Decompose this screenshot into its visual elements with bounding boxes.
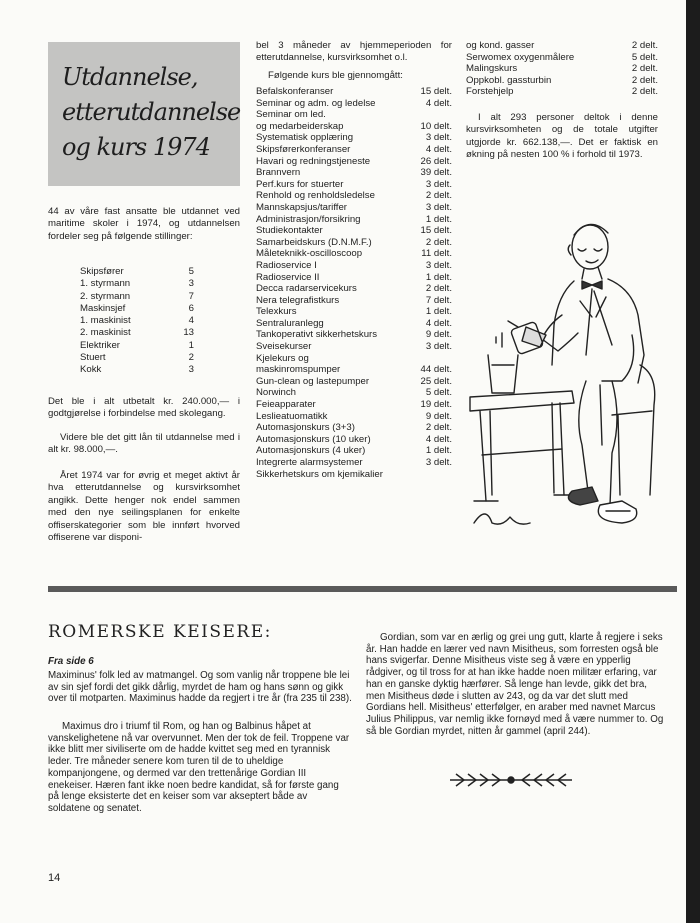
paragraph-loan: Videre ble det gitt lån til utdannelse med i alt kr. 98.000,—. (48, 432, 240, 456)
course-row (256, 190, 452, 202)
staff-row (80, 364, 194, 376)
course-count: 2 delt. (631, 74, 658, 86)
intro-paragraph: 44 av våre fast ansatte ble utdannet ved maritime skoler i 1974, og utdannelsen fordeler seg på følgende stillinger: (48, 206, 240, 242)
course-count: 2 delt. (631, 86, 658, 98)
cartoon-illustration (462, 205, 672, 535)
romerske-paragraph-2: Maximus dro i triumf til Rom, og han og Balbinus håpet at vanskelighetene nå var overvunnet. Men der tok de feil. Troppene var ikke blitt mer siviliserte om de hadde kvittet seg med en tyrannisk leder. Tre måneder senere kom turen til de to uheldige kompanjongene, og dermed var den trettenårige Gordian III enekeiser. Hæren fant ikke noen bedre kandidat, så for første gang på lenge eksisterte det en keiser som var akseptert både av soldatene og senatet. (48, 721, 350, 814)
course-name: Brannvern (256, 167, 301, 179)
course-count: 1 delt. (425, 445, 452, 457)
course-name: Sikkerhetskurs om kjemikalier (256, 468, 383, 480)
course-count: 4 delt. (425, 317, 452, 329)
course-name: Forstehjelp (466, 86, 514, 98)
course-name: Mannskapsjus/tariffer (256, 201, 348, 213)
course-row (256, 214, 452, 226)
course-name: Tankoperativt sikkerhetskurs (256, 329, 378, 341)
staff-count: 5 (188, 266, 194, 277)
staff-row (80, 278, 194, 290)
staff-count: 2 (188, 352, 194, 364)
course-count: 11 delt. (421, 248, 452, 260)
course-count: 2 delt. (631, 40, 658, 51)
course-row (256, 434, 452, 446)
course-row (256, 260, 452, 272)
course-name: Kjelekurs og (256, 352, 309, 364)
course-name: Integrerte alarmsystemer (256, 457, 363, 468)
staff-count: 4 (188, 315, 194, 327)
course-name: Serwomex oxygenmålere (466, 51, 575, 63)
course-count: 1 delt. (425, 306, 452, 318)
course-row (256, 167, 452, 179)
paragraph-year: Året 1974 var for øvrig et meget aktivt år hva etterutdannelse og kursvirksomhet angikk. Dette henger nok endel sammen med den nye seilingsplanen for enkelte offiserskategorier som ble innført hvorved offiserene var disponi- (48, 470, 240, 544)
course-name: Radioservice II (256, 271, 320, 283)
staff-row (80, 291, 194, 303)
course-name: Studiekontakter (256, 225, 323, 237)
course-name: og kond. gasser (466, 40, 535, 51)
course-row (256, 387, 452, 399)
course-count: 2 delt. (425, 190, 452, 202)
course-row (256, 179, 452, 191)
course-row (466, 52, 658, 64)
course-name: Skipsførerkonferanser (256, 143, 351, 155)
summary-paragraph: I alt 293 personer deltok i denne kursvirksomheten og de totale utgifter utgjorde kr. 662.138,—. Det er faktisk en økning på nesten 100 % i forhold til 1973. (466, 112, 658, 161)
course-name: Radioservice I (256, 259, 317, 271)
staff-name: Kokk (80, 364, 102, 376)
course-count: 4 delt. (425, 433, 452, 445)
course-count: 25 delt. (420, 375, 452, 387)
course-list-continued (466, 40, 658, 98)
course-name: Sentraluranlegg (256, 317, 324, 329)
course-row (256, 364, 452, 376)
staff-name: 1. styrmann (80, 278, 131, 290)
col2-continued-paragraph: bel 3 måneder av hjemmeperioden for etterutdannelse, kursvirksomhet o.l. (256, 40, 452, 64)
staff-count: 6 (188, 302, 194, 314)
course-count: 15 delt. (420, 86, 452, 97)
course-row (466, 75, 658, 87)
article-title: Utdannelse, etterutdannelse og kurs 1974 (62, 63, 241, 161)
course-name: Perf.kurs for stuerter (256, 178, 344, 190)
course-name: Automasjonskurs (3+3) (256, 422, 355, 434)
staff-count: 7 (188, 290, 194, 302)
staff-row (80, 327, 194, 339)
course-count: 3 delt. (425, 259, 452, 271)
staff-list (80, 266, 194, 377)
course-count: 39 delt. (420, 167, 452, 179)
staff-row (80, 266, 194, 278)
course-name: Malingskurs (466, 63, 518, 75)
course-count: 5 delt. (425, 387, 452, 399)
course-name: Decca radarservicekurs (256, 283, 357, 295)
course-row (256, 237, 452, 249)
staff-name: Stuert (80, 352, 106, 364)
course-name: Automasjonskurs (10 uker) (256, 433, 371, 445)
staff-name: Elektriker (80, 339, 120, 351)
course-row (256, 86, 452, 98)
page-number: 14 (48, 872, 61, 884)
course-row (256, 225, 452, 237)
course-row (256, 156, 452, 168)
course-row (256, 329, 452, 341)
course-count: 4 delt. (425, 97, 452, 109)
course-name: Seminar og adm. og ledelse (256, 97, 376, 109)
courses-intro: Følgende kurs ble gjennomgått: (268, 70, 403, 81)
continued-from-label: Fra side 6 (48, 656, 94, 667)
course-name: Gun-clean og lastepumper (256, 375, 370, 387)
staff-name: 1. maskinist (80, 315, 131, 327)
course-name: Samarbeidskurs (D.N.M.F.) (256, 236, 372, 248)
course-count: 2 delt. (425, 236, 452, 248)
course-count: 4 delt. (425, 143, 452, 155)
course-count: 9 delt. (425, 329, 452, 341)
staff-row (80, 340, 194, 352)
course-row (256, 248, 452, 260)
course-row (256, 272, 452, 284)
course-name: Norwinch (256, 387, 296, 399)
staff-count: 3 (188, 364, 194, 376)
course-list (256, 86, 452, 480)
course-row (256, 399, 452, 411)
course-row (256, 318, 452, 330)
course-name: Havari og redningstjeneste (256, 155, 371, 167)
course-name: Sveisekurser (256, 341, 312, 353)
staff-row (80, 315, 194, 327)
romerske-title: ROMERSKE KEISERE: (48, 622, 272, 642)
course-count: 3 delt. (425, 178, 452, 190)
course-row (256, 98, 452, 110)
course-row (256, 353, 452, 365)
course-row (466, 63, 658, 75)
section-divider (48, 586, 677, 592)
course-count: 19 delt. (420, 399, 452, 411)
course-count: 7 delt. (425, 294, 452, 306)
staff-count: 3 (188, 278, 194, 290)
course-count: 3 delt. (425, 341, 452, 353)
course-name: Feieapparater (256, 399, 316, 411)
paragraph-payment: Det ble i alt utbetalt kr. 240.000,— i godtgjørelse i forbindelse med skolegang. (48, 396, 240, 420)
course-count: 3 delt. (425, 132, 452, 144)
staff-row (80, 303, 194, 315)
course-name: Oppkobl. gassturbin (466, 74, 552, 86)
course-count: 2 delt. (425, 283, 452, 295)
course-row (256, 202, 452, 214)
course-row (256, 445, 452, 457)
course-count: 10 delt. (420, 120, 452, 132)
course-count: 1 delt. (425, 213, 452, 225)
course-name: Seminar om led. (256, 109, 326, 121)
course-row (256, 376, 452, 388)
staff-count: 13 (183, 327, 194, 339)
ornament (446, 770, 576, 790)
course-row (256, 295, 452, 307)
course-count: 1 delt. (425, 271, 452, 283)
course-name: Renhold og renholdsledelse (256, 190, 375, 202)
staff-name: 2. maskinist (80, 327, 131, 339)
course-name: maskinromspumper (256, 364, 341, 376)
course-row (256, 469, 452, 481)
staff-name: Maskinsjef (80, 302, 126, 314)
course-name: Befalskonferanser (256, 86, 334, 97)
course-name: Telexkurs (256, 306, 297, 318)
course-count: 3 delt. (425, 457, 452, 468)
course-row (256, 306, 452, 318)
staff-row (80, 352, 194, 364)
course-row (256, 144, 452, 156)
course-name: Systematisk opplæring (256, 132, 354, 144)
course-count: 15 delt. (420, 225, 452, 237)
course-row (256, 109, 452, 121)
course-count: 9 delt. (425, 410, 452, 422)
course-count: 2 delt. (425, 422, 452, 434)
course-row (256, 411, 452, 423)
course-name: Administrasjon/forsikring (256, 213, 361, 225)
course-row (256, 132, 452, 144)
course-count: 5 delt. (631, 51, 658, 63)
course-row (256, 341, 452, 353)
course-count: 26 delt. (420, 155, 452, 167)
course-count: 3 delt. (425, 201, 452, 213)
course-count: 44 delt. (420, 364, 452, 376)
course-row (256, 457, 452, 469)
course-name: Automasjonskurs (4 uker) (256, 445, 366, 457)
staff-name: 2. styrmann (80, 290, 131, 302)
page-edge-shadow (686, 0, 700, 923)
romerske-paragraph-1: Maximinus' folk led av matmangel. Og som vanlig når troppene ble lei av sin sjef fordi det gikk dårlig, myrdet de ham og hans sønn og gikk over til motparten. Maximinus hadde da regjert i tre år (fra 235 til 238). (48, 670, 352, 705)
course-row (256, 283, 452, 295)
course-name: Nera telegrafistkurs (256, 294, 340, 306)
course-row (256, 422, 452, 434)
course-row (466, 86, 658, 98)
course-name: Måleteknikk-oscilloscoop (256, 248, 363, 260)
course-row (256, 121, 452, 133)
course-count: 2 delt. (631, 63, 658, 75)
course-row (466, 40, 658, 52)
romerske-paragraph-3: Gordian, som var en ærlig og grei ung gutt, klarte å regjere i seks år. Han hadde en lærer ved navn Misitheus, som forresten også ble hans svigerfar. Denne Misitheus viste seg å være en ypperlig rådgiver, og til tross for at han ikke hadde noen militær erfaring, var han en ganske dyktig hærfører. Så lenge han levde, gikk det bra, men Misitheus døde i slutten av 243, og da var det slutt med Gordians hell. Misitheus' etterfølger, en araber med navnet Marcus Julius Philippus, var nemlig ikke fornøyd med å være nummer to. Og så ble Gordian myrdet, nitten år gammel (april 244). (366, 632, 664, 737)
course-name: Leslieatuomatikk (256, 410, 328, 422)
staff-name: Skipsfører (80, 266, 124, 277)
staff-count: 1 (188, 339, 194, 351)
course-name: og medarbeiderskap (256, 120, 344, 132)
